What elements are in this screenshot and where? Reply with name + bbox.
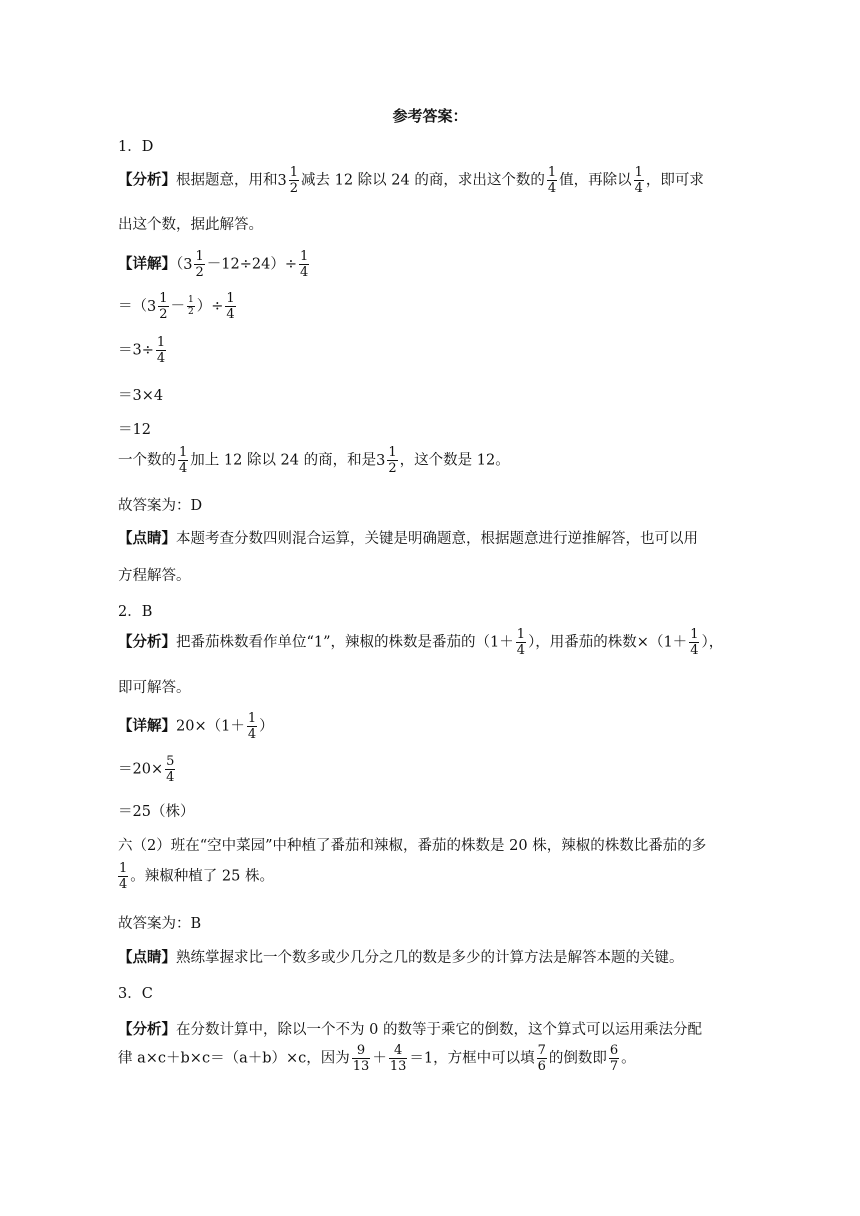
q1-analysis-line2: 出这个数，据此解答。 bbox=[118, 217, 263, 233]
q1-summary bbox=[118, 446, 743, 475]
fraction bbox=[387, 446, 397, 475]
text: （ bbox=[176, 256, 184, 273]
fraction bbox=[609, 1044, 619, 1073]
text: 的倒数即 bbox=[548, 1050, 607, 1067]
fraction bbox=[289, 166, 299, 195]
page-title: 参考答案： bbox=[392, 107, 468, 125]
text: ＝（ bbox=[118, 298, 147, 315]
fraction bbox=[156, 336, 166, 365]
text: 。 bbox=[621, 1050, 636, 1067]
fraction bbox=[178, 446, 188, 475]
fraction bbox=[389, 1044, 408, 1073]
q1-step2 bbox=[118, 336, 743, 365]
text: 一个数的 bbox=[118, 452, 176, 469]
q2-answer: 故答案为：B bbox=[118, 916, 202, 932]
denominator: 4 bbox=[690, 643, 699, 658]
whole: 3 bbox=[277, 172, 287, 189]
denominator: 2 bbox=[159, 307, 168, 322]
denominator: 4 bbox=[547, 181, 557, 196]
numerator: 7 bbox=[537, 1043, 546, 1058]
numerator: 1 bbox=[516, 627, 526, 642]
numerator: 1 bbox=[195, 249, 204, 264]
numerator: 4 bbox=[389, 1044, 408, 1059]
q1-answer: 故答案为：D bbox=[118, 498, 203, 514]
fraction bbox=[225, 292, 235, 321]
denominator: 2 bbox=[289, 181, 299, 196]
numerator: 1 bbox=[388, 445, 397, 460]
text: ，这个数是 12。 bbox=[399, 452, 510, 469]
denominator: 6 bbox=[537, 1059, 546, 1074]
text: 根据题意，用和 bbox=[176, 172, 278, 189]
fraction bbox=[537, 1044, 547, 1073]
whole: 3 bbox=[183, 256, 193, 273]
numerator: 6 bbox=[609, 1043, 619, 1058]
q2-step2: ＝25（株） bbox=[118, 804, 195, 820]
q2-analysis-line2: 即可解答。 bbox=[118, 680, 191, 696]
fraction bbox=[118, 862, 128, 891]
text: 加上 12 除以 24 的商，和是 bbox=[190, 452, 377, 469]
denominator: 2 bbox=[388, 461, 397, 476]
numerator: 1 bbox=[634, 165, 643, 180]
q2-comment bbox=[118, 946, 743, 967]
fraction bbox=[187, 296, 195, 317]
fraction bbox=[299, 250, 309, 279]
whole: 3 bbox=[147, 298, 157, 315]
q1-detail bbox=[118, 250, 743, 279]
denominator: 4 bbox=[299, 265, 309, 280]
text: 20×（1＋ bbox=[176, 718, 245, 735]
q2-step1 bbox=[118, 755, 743, 784]
text: －12÷24）÷ bbox=[206, 256, 297, 273]
text: ＝20× bbox=[118, 761, 164, 778]
text: 。辣椒种植了 25 株。 bbox=[130, 868, 274, 885]
text: ＝3÷ bbox=[118, 342, 154, 359]
text: 熟练掌握求比一个数多或少几分之几的数是多少的计算方法是解答本题的关键。 bbox=[176, 950, 684, 966]
comment-tag: 【点睛】 bbox=[118, 949, 176, 966]
detail-tag: 【详解】 bbox=[118, 717, 176, 735]
q1-comment-line2: 方程解答。 bbox=[118, 568, 191, 584]
detail-tag: 【详解】 bbox=[118, 255, 176, 273]
denominator: 4 bbox=[634, 181, 643, 196]
denominator: 13 bbox=[389, 1059, 407, 1074]
text: 把番茄株数看作单位“1”，辣椒的株数是番茄的（1＋ bbox=[176, 634, 514, 651]
numerator: 1 bbox=[188, 295, 194, 305]
comment-tag: 【点睛】 bbox=[118, 530, 176, 547]
denominator: 2 bbox=[188, 307, 194, 317]
denominator: 4 bbox=[156, 351, 166, 366]
analysis-tag: 【分析】 bbox=[118, 633, 176, 651]
numerator: 1 bbox=[247, 711, 257, 726]
mixed-number bbox=[376, 446, 400, 475]
denominator: 4 bbox=[119, 877, 128, 892]
numerator: 1 bbox=[159, 291, 168, 306]
text: ＋ bbox=[372, 1050, 387, 1067]
denominator: 4 bbox=[166, 770, 175, 785]
fraction bbox=[158, 292, 168, 321]
text: ，即可求 bbox=[645, 172, 704, 189]
denominator: 7 bbox=[609, 1059, 619, 1074]
denominator: 4 bbox=[516, 643, 526, 658]
denominator: 4 bbox=[179, 461, 188, 476]
text: ），用番茄的株数×（1＋ bbox=[528, 634, 688, 651]
whole: 3 bbox=[376, 452, 386, 469]
analysis-tag: 【分析】 bbox=[118, 1021, 176, 1038]
denominator: 13 bbox=[352, 1059, 370, 1074]
denominator: 2 bbox=[195, 265, 204, 280]
fraction bbox=[352, 1044, 371, 1073]
mixed-number bbox=[147, 292, 171, 321]
mixed-number bbox=[183, 250, 207, 279]
fraction bbox=[634, 166, 644, 195]
fraction bbox=[194, 250, 204, 279]
q2-number: 2．B bbox=[118, 604, 153, 620]
analysis-tag: 【分析】 bbox=[118, 171, 176, 189]
q2-detail bbox=[118, 712, 743, 741]
numerator: 1 bbox=[179, 445, 188, 460]
text: 值，再除以 bbox=[559, 172, 632, 189]
denominator: 4 bbox=[247, 727, 257, 742]
text: 在分数计算中，除以一个不为 0 的数等于乘它的倒数，这个算式可以运用乘法分配 bbox=[176, 1022, 702, 1038]
numerator: 1 bbox=[547, 165, 557, 180]
text: 减去 12 除以 24 的商，求出这个数的 bbox=[301, 172, 545, 189]
numerator: 1 bbox=[289, 165, 299, 180]
fraction bbox=[165, 755, 175, 784]
q1-step4: ＝12 bbox=[118, 422, 151, 438]
q3-number: 3．C bbox=[118, 986, 153, 1002]
numerator: 9 bbox=[352, 1044, 371, 1059]
numerator: 1 bbox=[156, 335, 166, 350]
q2-summary-line1: 六（2）班在“空中菜园”中种植了番茄和辣椒，番茄的株数是 20 株，辣椒的株数比番茄的多 bbox=[118, 838, 707, 854]
mixed-number bbox=[278, 166, 302, 195]
denominator: 4 bbox=[226, 307, 235, 322]
numerator: 1 bbox=[119, 861, 128, 876]
q1-step1 bbox=[118, 292, 743, 321]
text: ＝1，方框中可以填 bbox=[409, 1050, 535, 1067]
fraction bbox=[247, 712, 257, 741]
q2-analysis bbox=[118, 628, 743, 657]
fraction bbox=[516, 628, 526, 657]
text: 律 a×c＋b×c＝（a＋b）×c，因为 bbox=[118, 1050, 350, 1067]
q1-step3: ＝3×4 bbox=[118, 388, 164, 404]
text: － bbox=[170, 298, 186, 315]
fraction bbox=[547, 166, 557, 195]
text: ） bbox=[259, 718, 274, 735]
numerator: 1 bbox=[226, 291, 235, 306]
text: ）÷ bbox=[196, 298, 224, 315]
numerator: 5 bbox=[166, 754, 175, 769]
text: 本题考查分数四则混合运算，关键是明确题意，根据题意进行逆推解答，也可以用 bbox=[176, 531, 698, 547]
text: ）， bbox=[701, 634, 724, 651]
fraction bbox=[689, 628, 699, 657]
numerator: 1 bbox=[299, 249, 309, 264]
q1-number: 1．D bbox=[118, 139, 154, 155]
q3-analysis-line2 bbox=[118, 1044, 743, 1073]
q3-analysis bbox=[118, 1018, 743, 1039]
q2-summary-line2 bbox=[118, 862, 743, 891]
q1-analysis bbox=[118, 166, 743, 195]
q1-comment bbox=[118, 527, 743, 548]
numerator: 1 bbox=[690, 627, 699, 642]
